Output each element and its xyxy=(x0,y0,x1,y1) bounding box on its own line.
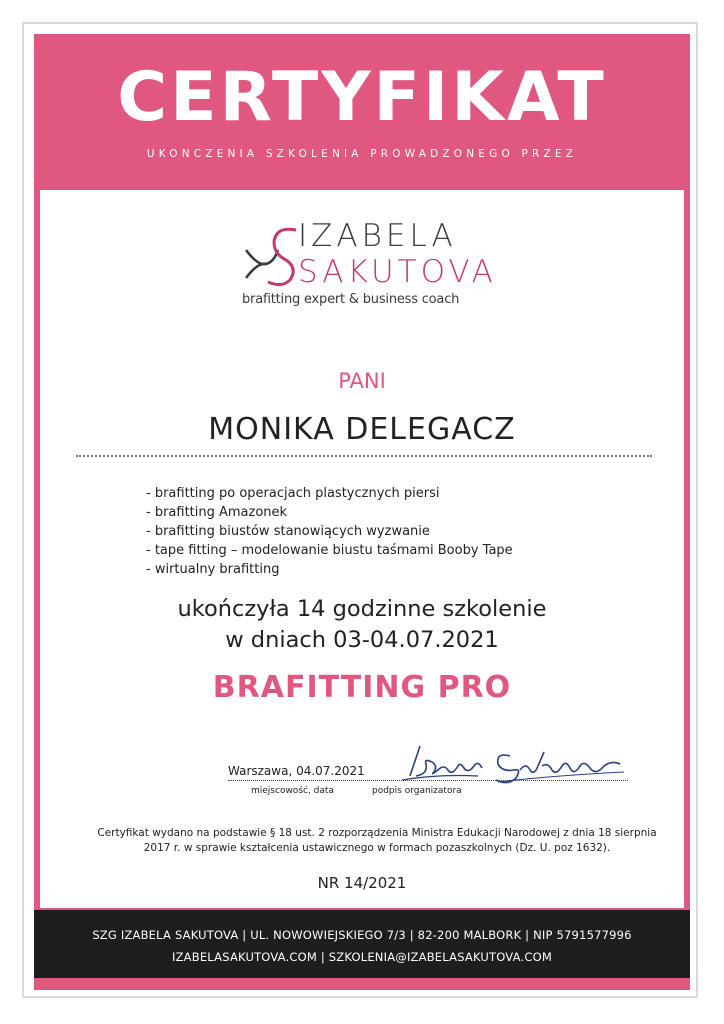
name-underline xyxy=(76,455,652,457)
logo-name-first: IZABELA xyxy=(298,218,457,254)
topic-item: - tape fitting – modelowanie biustu taśmami Booby Tape xyxy=(146,543,513,558)
completion-line-2: w dniach 03-04.07.2021 xyxy=(225,627,499,653)
footer-company-info: SZG IZABELA SAKUTOVA | UL. NOWOWIEJSKIEGO 7/3 | 82-200 MALBORK | NIP 5791577996 xyxy=(92,928,632,942)
topic-item: - brafitting po operacjach plastycznych piersi xyxy=(146,486,440,501)
signature-label: podpis organizatora xyxy=(372,786,462,796)
completion-line-1: ukończyła 14 godzinne szkolenie xyxy=(177,596,547,622)
place-date: Warszawa, 04.07.2021 xyxy=(228,764,365,778)
handwritten-signature xyxy=(398,736,630,790)
footer-bar xyxy=(34,910,690,978)
topic-item: - brafitting biustów stanowiących wyzwanie xyxy=(146,524,430,539)
completion-statement xyxy=(40,594,684,656)
footer-contact: IZABELASAKUTOVA.COM | SZKOLENIA@IZABELASAKUTOVA.COM xyxy=(172,950,552,964)
topics-list xyxy=(146,484,513,579)
certificate-title: CERTYFIKAT xyxy=(117,58,607,137)
topic-item: - brafitting Amazonek xyxy=(146,505,288,520)
place-date-label: miejscowość, data xyxy=(251,786,334,796)
brand-logo xyxy=(240,210,497,318)
topic-item: - wirtualny brafitting xyxy=(146,562,280,577)
salutation: PANI xyxy=(338,369,386,393)
recipient-name: MONIKA DELEGACZ xyxy=(208,412,516,447)
logo-tagline: brafitting expert & business coach xyxy=(242,292,460,307)
certificate-number: NR 14/2021 xyxy=(317,874,407,892)
course-name: BRAFITTING PRO xyxy=(212,670,512,705)
legal-basis-text: Certyfikat wydano na podstawie § 18 ust. 2 rozporządzenia Ministra Edukacji Narodowej z dnia 18 sierpnia 2017 r. w sprawie kształcenia ustawicznego w formach pozaszkolnych (Dz. U. poz 1632). xyxy=(97,827,657,854)
logo-mark-icon xyxy=(240,220,304,290)
logo-name-second: SAKUTOVA xyxy=(298,254,497,290)
certificate-subtitle: UKONCZENIA SZKOLENIA PROWADZONEGO PRZEZ xyxy=(146,148,578,160)
